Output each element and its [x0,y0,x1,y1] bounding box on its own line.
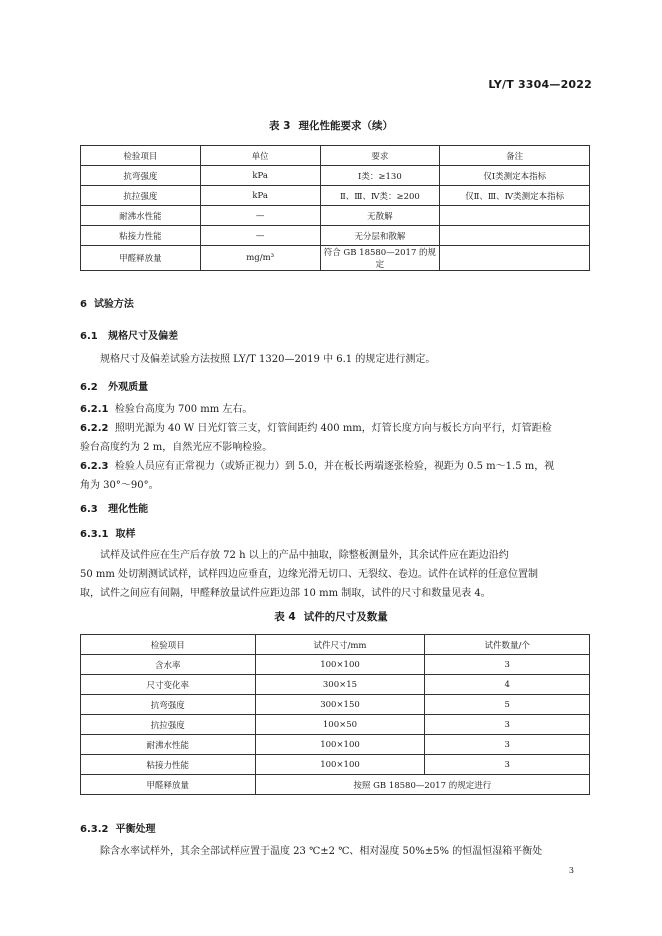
table3-number: 表 3 [269,120,291,132]
table-cell: 仅Ⅱ、Ⅲ、Ⅳ类测定本指标 [440,186,590,206]
table-cell: Ⅱ、Ⅲ、Ⅳ类：≥200 [320,186,440,206]
section-number: 6 [80,299,87,310]
section-6-2-3-cont: 角为 30°～90°。 [80,480,159,491]
table-row [81,655,590,675]
table-row [81,695,590,715]
table-row [81,226,590,246]
table-cell: 300×150 [255,695,425,715]
table-header-cell: 试件数量/个 [425,635,590,655]
table-cell: 100×50 [255,715,425,735]
table-row [81,246,590,271]
section-title: 试验方法 [93,299,134,310]
table-cell: mg/m³ [200,246,320,271]
table-cell [440,206,590,226]
table3-caption [0,118,662,133]
table-header-cell: 检验项目 [81,635,256,655]
clause-number: 6.2.3 [80,461,109,472]
clause-number: 6.2.2 [80,423,109,434]
section-6-2-3 [80,457,592,476]
section-title: 外观质量 [108,382,149,393]
section-title: 平衡处理 [115,824,156,835]
table-cell: 尺寸变化率 [81,675,256,695]
table4-title: 试件的尺寸及数量 [303,611,388,623]
table-cell: 符合 GB 18580—2017 的规定 [320,246,440,271]
table-cell [440,246,590,271]
section-6-3-heading [80,500,148,515]
section-6-3-1-heading [80,525,135,540]
table-cell: 300×15 [255,675,425,695]
clause-text: 检验人员应有正常视力（或矫正视力）到 5.0，并在板长两端逐张检验，视距为 0.5 m～1.5 m，视 [114,461,555,472]
table-row [81,735,590,755]
section-6-2-1 [80,400,592,419]
table-cell: 抗拉强度 [81,186,201,206]
clause-text: 照明光源为 40 W 日光灯管三支，灯管间距约 400 mm，灯管长度方向与板长方向平行，灯管距检 [114,423,552,434]
page-number: 3 [568,866,574,875]
table-cell: 甲醛释放量 [81,775,256,795]
section-number: 6.3.2 [80,824,109,835]
table-cell: 无分层和散解 [320,226,440,246]
section-6-2-2 [80,419,592,438]
section-title: 规格尺寸及偏差 [108,331,179,342]
table-merged-cell: 按照 GB 18580—2017 的规定进行 [255,775,589,795]
table3-title: 理化性能要求（续） [298,120,393,132]
table-cell: 抗弯强度 [81,166,201,186]
section-6-3-1-line3: 取，试件之间应有间隔，甲醛释放量试件应距边部 10 mm 制取，试件的尺寸和数量见表 4。 [80,588,491,599]
table-row [81,206,590,226]
section-6-3-1-line1: 试样及试件应在生产后存放 72 h 以上的产品中抽取，除整板测量外，其余试件应在距边沿约 [100,550,509,561]
table-cell [440,226,590,246]
table-cell: 3 [425,735,590,755]
section-6-3-1-line2: 50 mm 处切割测试试样，试样四边应垂直，边缘光滑无切口、无裂纹、卷边。试件在试样的任意位置制 [80,569,539,580]
section-number: 6.3 [80,504,98,515]
table4 [80,634,590,795]
table-row [81,166,590,186]
section-6-3-2-heading [80,820,155,835]
table-cell: 4 [425,675,590,695]
table-cell: — [200,226,320,246]
table-cell: kPa [200,186,320,206]
clause-number: 6.2.1 [80,404,109,415]
table-cell: 100×100 [255,655,425,675]
table-cell: 5 [425,695,590,715]
section-number: 6.1 [80,331,98,342]
section-number: 6.3.1 [80,529,109,540]
section-title: 理化性能 [108,504,149,515]
table-cell: 耐沸水性能 [81,206,201,226]
table-row [81,675,590,695]
table3 [80,145,590,271]
standard-number: LY/T 3304—2022 [488,78,592,91]
clause-text: 检验台高度为 700 mm 左右。 [114,404,253,415]
table-row [81,715,590,735]
table-row [81,755,590,775]
table-cell: — [200,206,320,226]
table-header-cell: 要求 [320,146,440,166]
section-6-2-heading [80,378,148,393]
table-header-row [81,146,590,166]
table-cell: 100×100 [255,735,425,755]
table-cell: 耐沸水性能 [81,735,256,755]
table-cell: 3 [425,715,590,735]
table-header-row [81,635,590,655]
table-cell: 无散解 [320,206,440,226]
section-6-2-2-cont: 验台高度约为 2 m，自然光应不影响检验。 [80,442,273,453]
section-6-1-heading [80,327,178,342]
section-title: 取样 [115,529,136,540]
table4-number: 表 4 [274,611,296,623]
section-6-heading [80,295,134,310]
table-cell: 粘接力性能 [81,755,256,775]
table-cell: 抗弯强度 [81,695,256,715]
table-cell: 100×100 [255,755,425,775]
table-header-cell: 检验项目 [81,146,201,166]
table-cell: 粘接力性能 [81,226,201,246]
table4-caption [0,609,662,624]
table-cell: 抗拉强度 [81,715,256,735]
table-header-cell: 单位 [200,146,320,166]
table-cell: Ⅰ类：≥130 [320,166,440,186]
table-cell: 仅Ⅰ类测定本指标 [440,166,590,186]
table-row [81,775,590,795]
table-cell: 甲醛释放量 [81,246,201,271]
table-cell: 含水率 [81,655,256,675]
table-header-cell: 备注 [440,146,590,166]
table-cell: 3 [425,655,590,675]
table-cell: kPa [200,166,320,186]
table-header-cell: 试件尺寸/mm [255,635,425,655]
table-cell: 3 [425,755,590,775]
section-6-1-text: 规格尺寸及偏差试验方法按照 LY/T 1320—2019 中 6.1 的规定进行测定。 [100,354,436,365]
section-number: 6.2 [80,382,98,393]
table-row [81,186,590,206]
section-6-3-2-text: 除含水率试样外，其余全部试样应置于温度 23 ℃±2 ℃、相对湿度 50%±5% 的恒温恒湿箱平衡处 [100,846,543,857]
